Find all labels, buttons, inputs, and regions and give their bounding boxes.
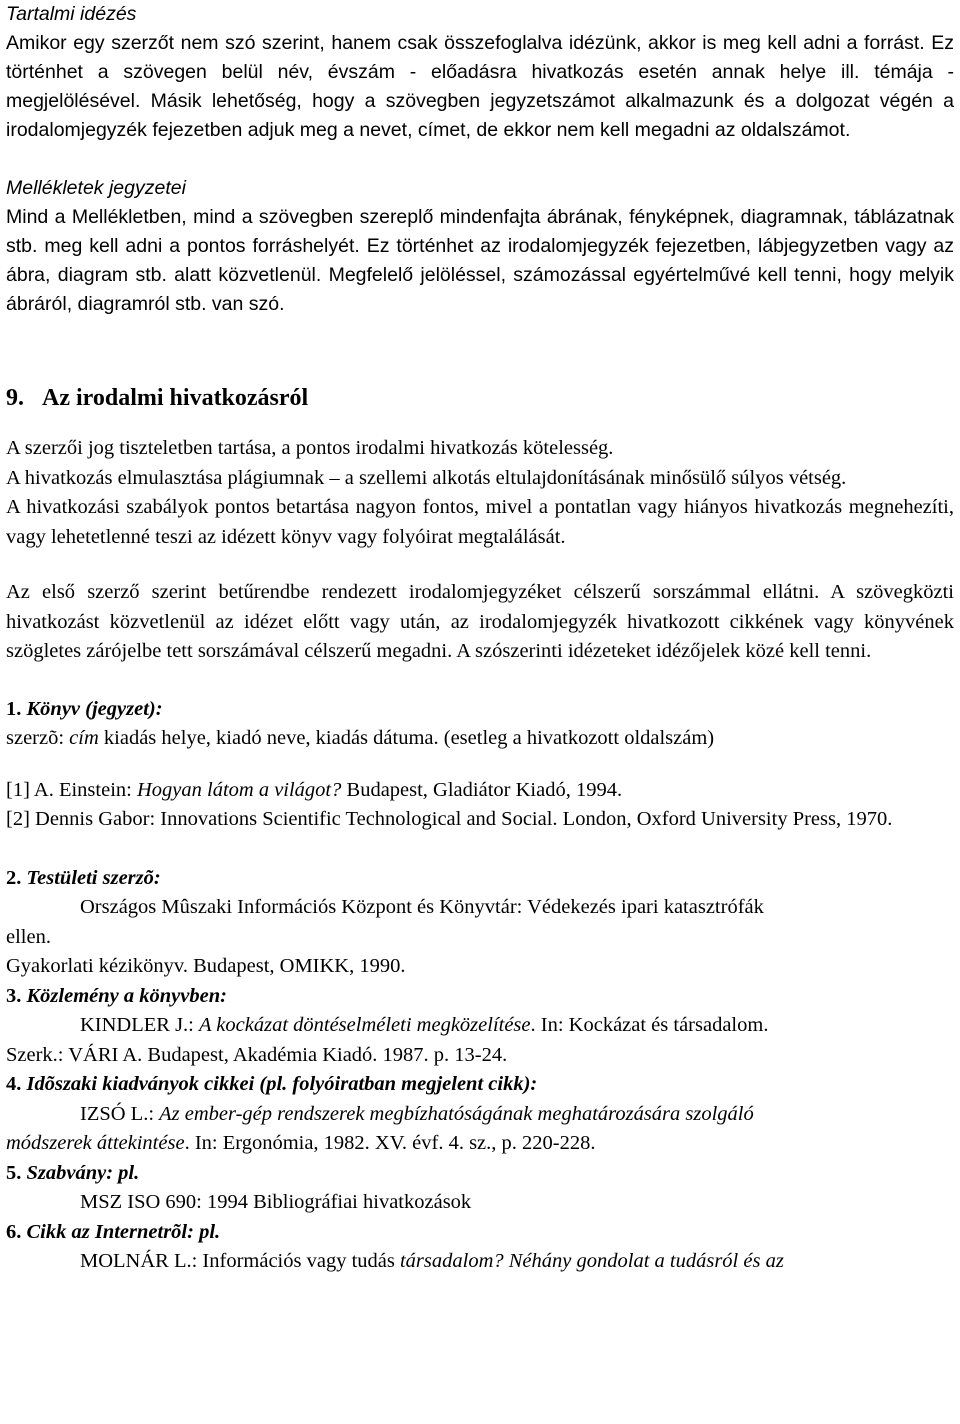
example-article: módszerek áttekintése <box>6 1132 185 1154</box>
paragraph-tartalmi: Amikor egy szerzőt nem szó szerint, hanem csak összefoglalva idézünk, akkor is meg kell adni a forrást. Ez történhet a szövegen belül név, évszám - előadásra hivatkozás esetén annak helye ill. témája - megjelölésével. Másik lehetőség, hogy a szövegben jegyzetszámot alkalmazunk és a dolgozat végén a irodalomjegyzék fejezetben adjuk meg a nevet, címet, de ekkor nem kell megadni az oldalszámot. <box>6 32 954 141</box>
pattern-author: szerzõ: <box>6 727 70 749</box>
example-line: Országos Mûszaki Információs Központ és Könyvtár: Védekezés ipari katasztrófák <box>80 896 764 918</box>
subsection-heading-3 <box>6 982 954 1012</box>
subsection-number: 2. <box>6 866 27 889</box>
paragraph-intro-1: A szerzői jog tiszteletben tartása, a pontos irodalmi hivatkozás kötelesség. <box>6 437 614 459</box>
example-line <box>6 1129 954 1159</box>
example-line: ellen. <box>6 925 51 948</box>
subsection-title: Könyv (jegyzet): <box>26 697 163 720</box>
subsection-heading-1 <box>6 695 954 725</box>
paragraph-mellekletek: Mind a Mellékletben, mind a szövegben szereplő mindenfajta ábrának, fényképnek, diagramnak, táblázatnak stb. meg kell adni a pontos forráshelyét. Ez történhet az irodalomjegyzék fejezetben, lábjegyzetben vagy az ábra, diagram stb. alatt közvetlenül. Megfelelő jelöléssel, számozással egyértelművé kell tenni, hogy melyik ábráról, diagramról stb. van szó. <box>6 206 954 315</box>
citation-pattern <box>6 724 954 754</box>
reference-publisher: Budapest, Gladiátor Kiadó, 1994. <box>341 778 623 801</box>
chapter-number: 9. <box>6 385 24 411</box>
subsection-heading-5 <box>6 1159 954 1189</box>
chapter-heading <box>6 383 954 413</box>
subsection-title: Testületi szerzõ: <box>26 866 161 889</box>
example-line: Gyakorlati kézikönyv. Budapest, OMIKK, 1990. <box>6 955 406 977</box>
paragraph-intro-4: Az első szerző szerint betűrendbe rendezett irodalomjegyzéket célszerű sorszámmal ellátni. A szövegközti hivatkozást közvetlenül az idézet előtt vagy után, az irodalomjegyzék hivatkozott cikkének vagy könyvének szögletes zárójelbe tett sorszámával célszerű megadni. A szószerinti idézeteket idézőjelek közé kell tenni. <box>6 581 954 662</box>
subsection-title: Idõszaki kiadványok cikkei (pl. folyóiratban megjelent cikk): <box>26 1073 538 1095</box>
section-heading-tartalmi: Tartalmi idézés <box>6 3 137 25</box>
subsection-title: Közlemény a könyvben: <box>26 984 227 1007</box>
example-article: A kockázat döntéselméleti megközelítése <box>199 1014 531 1036</box>
subsection-heading-6 <box>6 1218 954 1248</box>
example-article: társadalom? Néhány gondolat a tudásról és az <box>399 1250 784 1272</box>
subsection-number: 1. <box>6 697 27 720</box>
pattern-title: cím <box>69 727 99 749</box>
reference-title: Hogyan látom a világot? <box>136 778 342 801</box>
subsection-number: 3. <box>6 984 27 1007</box>
example-author: KINDLER J.: <box>80 1014 200 1036</box>
subsection-heading-2 <box>6 864 954 894</box>
reference-1 <box>6 776 954 806</box>
example-article: Az ember-gép rendszerek megbízhatóságának meghatározására szolgáló <box>159 1102 754 1125</box>
example-line <box>6 1247 954 1277</box>
example-source: . In: Ergonómia, 1982. XV. évf. 4. sz., p. 220-228. <box>184 1132 596 1154</box>
subsection-heading-4 <box>6 1070 954 1100</box>
reference-author: [1] A. Einstein: <box>6 778 137 801</box>
reference-2: [2] Dennis Gabor: Innovations Scientific Technological and Social. London, Oxford University Press, 1970. <box>6 808 893 830</box>
subsection-title: Cikk az Internetrõl: pl. <box>26 1220 221 1243</box>
document-page <box>6 0 954 1277</box>
example-author: MOLNÁR L.: Információs vagy tudás <box>80 1250 400 1272</box>
example-line <box>6 1100 954 1130</box>
section-heading-mellekletek: Mellékletek jegyzetei <box>6 177 186 199</box>
paragraph-intro-3: A hivatkozási szabályok pontos betartása nagyon fontos, mivel a pontatlan vagy hiányos hivatkozás megnehezíti, vagy lehetetlenné teszi az idézett könyv vagy folyóirat megtalálását. <box>6 496 954 548</box>
subsection-title: Szabvány: pl. <box>26 1161 140 1184</box>
example-author: IZSÓ L.: <box>80 1102 160 1125</box>
example-line: MSZ ISO 690: 1994 Bibliográfiai hivatkozások <box>80 1191 472 1213</box>
pattern-rest: kiadás helye, kiadó neve, kiadás dátuma. (esetleg a hivatkozott oldalszám) <box>98 727 715 749</box>
subsection-number: 4. <box>6 1073 27 1095</box>
paragraph-intro-2: A hivatkozás elmulasztása plágiumnak – a szellemi alkotás eltulajdonításának minősülő súlyos vétség. <box>6 466 847 489</box>
example-line: Szerk.: VÁRI A. Budapest, Akadémia Kiadó. 1987. p. 13-24. <box>6 1043 508 1066</box>
subsection-number: 5. <box>6 1161 27 1184</box>
chapter-title: Az irodalmi hivatkozásról <box>42 385 309 411</box>
subsection-number: 6. <box>6 1220 27 1243</box>
example-line <box>6 1011 954 1041</box>
example-source: . In: Kockázat és társadalom. <box>530 1014 769 1036</box>
